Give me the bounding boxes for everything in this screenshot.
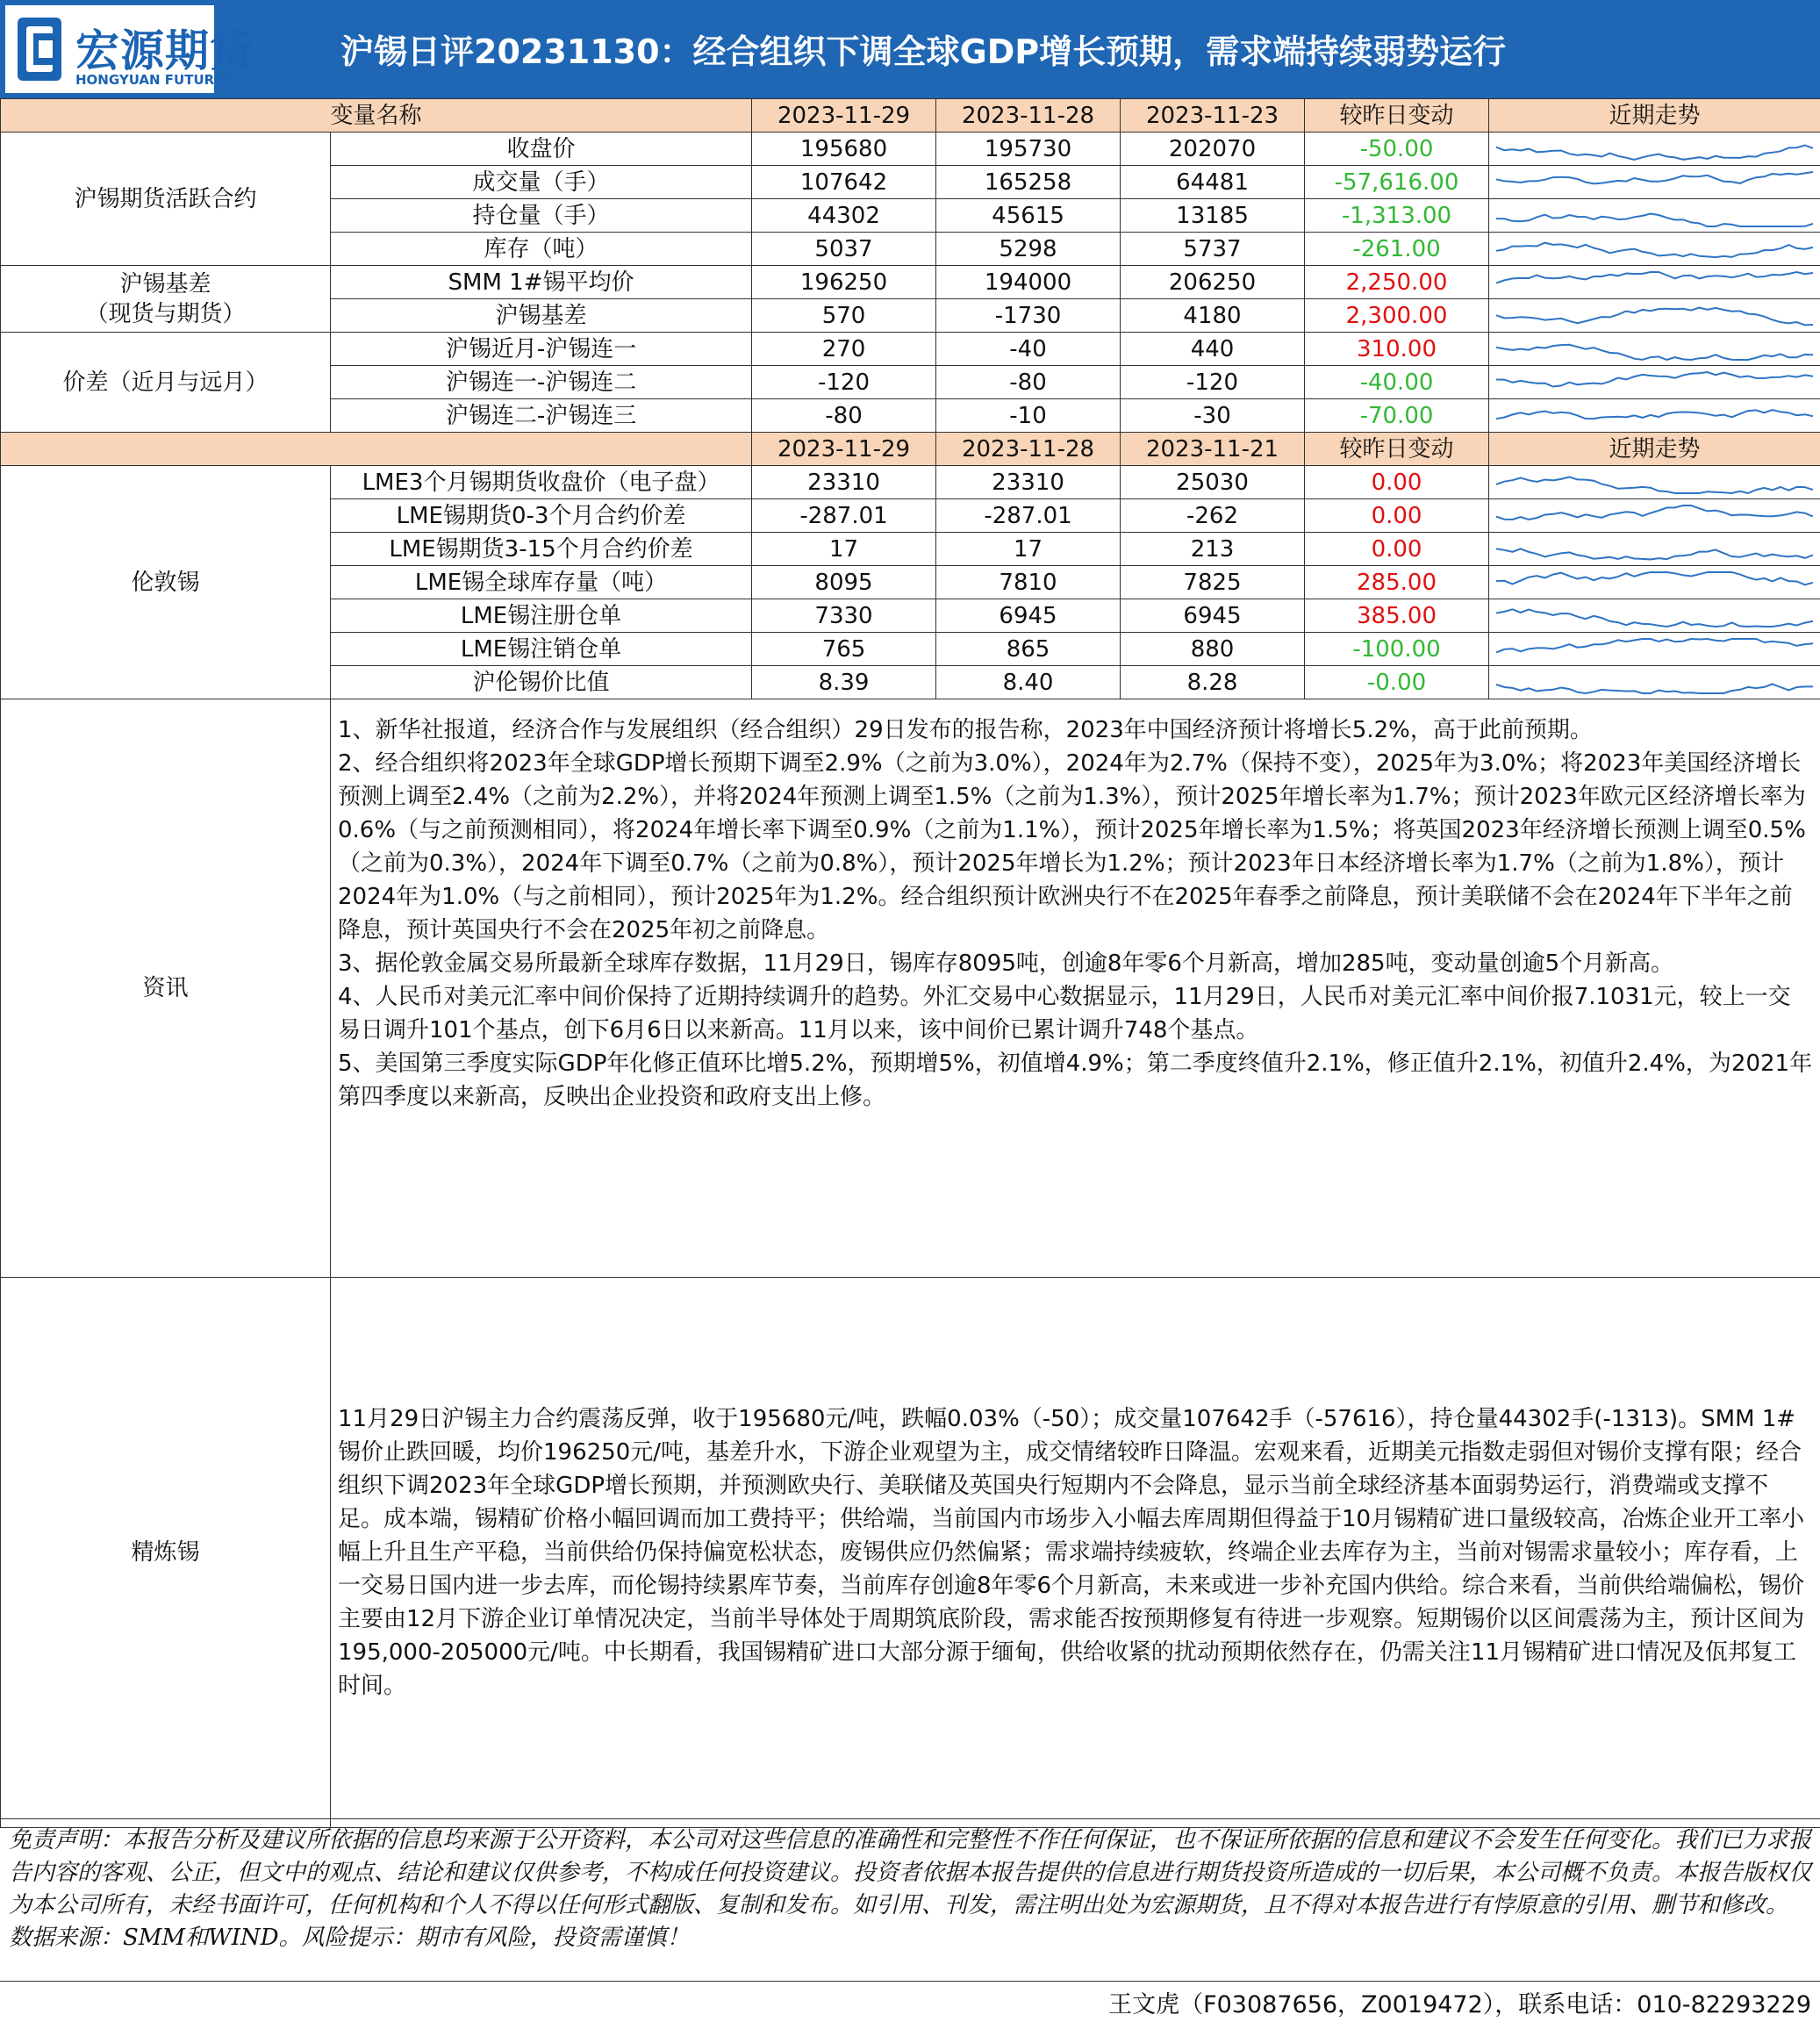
data-source-text: 数据来源：SMM和WIND。风险提示：期市有风险，投资需谨慎！ [9, 1925, 690, 1951]
row-label: 沪伦锡价比值 [331, 666, 752, 699]
header-change: 较昨日变动 [1305, 433, 1489, 466]
trend-cell [1489, 266, 1820, 299]
change-cell: 2,300.00 [1305, 299, 1489, 333]
value-cell: -30 [1121, 399, 1305, 433]
value-cell: 165258 [936, 166, 1121, 199]
trend-cell [1489, 299, 1820, 333]
value-cell: 8.40 [936, 666, 1121, 699]
logo-mark-icon [16, 14, 63, 84]
value-cell: -120 [1121, 366, 1305, 399]
sparkline-icon [1496, 668, 1813, 698]
value-cell: 206250 [1121, 266, 1305, 299]
value-cell: 17 [936, 533, 1121, 566]
sparkline-icon [1496, 568, 1813, 598]
trend-cell [1489, 499, 1820, 533]
change-cell: 385.00 [1305, 599, 1489, 633]
table-row [1, 333, 1820, 366]
row-label: SMM 1#锡平均价 [331, 266, 752, 299]
change-cell: -50.00 [1305, 133, 1489, 166]
value-cell: 195730 [936, 133, 1121, 166]
row-label: 沪锡连一-沪锡连二 [331, 366, 752, 399]
data-table [0, 98, 1820, 1828]
change-cell: -0.00 [1305, 666, 1489, 699]
trend-cell [1489, 666, 1820, 699]
sparkline-icon [1496, 635, 1813, 664]
change-cell: 0.00 [1305, 533, 1489, 566]
row-label: 沪锡连二-沪锡连三 [331, 399, 752, 433]
news-item: 3、据伦敦金属交易所最新全球库存数据，11月29日，锡库存8095吨，创逾8年零6个月新高，增加285吨，变动量创逾5个月新高。 [338, 950, 1674, 977]
sparkline-icon [1496, 601, 1813, 631]
sparkline-icon [1496, 534, 1813, 564]
header-date-1: 2023-11-29 [752, 433, 936, 466]
row-label: 沪锡基差 [331, 299, 752, 333]
value-cell: 25030 [1121, 466, 1305, 499]
row-label: LME锡注销仓单 [331, 633, 752, 666]
change-cell: 310.00 [1305, 333, 1489, 366]
change-cell: 285.00 [1305, 566, 1489, 599]
value-cell: 7825 [1121, 566, 1305, 599]
table-header-row [1, 99, 1820, 133]
refined-content [331, 1278, 1820, 1828]
page-title: 沪锡日评20231130：经合组织下调全球GDP增长预期，需求端持续弱势运行 [340, 32, 1507, 71]
news-section [1, 699, 1820, 1278]
value-cell: 6945 [1121, 599, 1305, 633]
group-label: 沪锡基差 （现货与期货） [1, 266, 331, 333]
logo [5, 5, 254, 93]
header-date-1: 2023-11-29 [752, 99, 936, 133]
table-row [1, 133, 1820, 166]
change-cell: -100.00 [1305, 633, 1489, 666]
sparkline-icon [1496, 134, 1813, 164]
change-cell: 0.00 [1305, 499, 1489, 533]
trend-cell [1489, 633, 1820, 666]
change-cell: -40.00 [1305, 366, 1489, 399]
change-cell: -57,616.00 [1305, 166, 1489, 199]
value-cell: 23310 [936, 466, 1121, 499]
trend-cell [1489, 399, 1820, 433]
header-trend: 近期走势 [1489, 99, 1820, 133]
change-cell: -70.00 [1305, 399, 1489, 433]
news-item: 2、经合组织将2023年全球GDP增长预期下调至2.9%（之前为3.0%），2024年为2.7%（保持不变），2025年为3.0%；将2023年美国经济增长预测上调至2.4%（之前为2.2%），并将2024年预测上调至1.5%（之前为1.3%），预计2025年增长率为1.7%；预计2023年欧元区经济增长率为0.6%（与之前预测相同），将2024年增长率下调至0.9%（之前为1.1%），预计2025年增长率为1.5%；将英国2023年经济增长预测上调至0.5%（之前为0.3%），2024年下调至0.7%（之前为0.8%），预计2025年增长为1.2%；预计2023年日本经济增长率为1.7%（之前为1.8%），预计2024年为1.0%（与之前相同），预计2025年为1.2%。经合组织预计欧洲央行不在2025年春季之前降息，预计美联储不会在2024年下半年之前降息，预计英国央行不会在2025年初之前降息。 [338, 750, 1806, 943]
sparkline-icon [1496, 301, 1813, 331]
table-header-row [1, 433, 1820, 466]
value-cell: 64481 [1121, 166, 1305, 199]
trend-cell [1489, 333, 1820, 366]
value-cell: 440 [1121, 333, 1305, 366]
trend-cell [1489, 366, 1820, 399]
value-cell: -1730 [936, 299, 1121, 333]
change-cell: 0.00 [1305, 466, 1489, 499]
sparkline-icon [1496, 201, 1813, 231]
sparkline-icon [1496, 234, 1813, 264]
header-date-3: 2023-11-23 [1121, 99, 1305, 133]
value-cell: -40 [936, 333, 1121, 366]
change-cell: -261.00 [1305, 233, 1489, 266]
value-cell: 195680 [752, 133, 936, 166]
trend-cell [1489, 566, 1820, 599]
sparkline-icon [1496, 501, 1813, 531]
disclaimer-text: 免责声明：本报告分析及建议所依据的信息均来源于公开资料，本公司对这些信息的准确性和完整性不作任何保证，也不保证所依据的信息和建议不会发生任何变化。我们已力求报告内容的客观、公正，但文中的观点、结论和建议仅供参考，不构成任何投资建议。投资者依据本报告提供的信息进行期货投资所造成的一切后果，本公司概不负责。本报告版权仅为本公司所有，未经书面许可，任何机构和个人不得以任何形式翻版、复制和发布。如引用、刊发，需注明出处为宏源期货，且不得对本报告进行有悖原意的引用、删节和修改。 [9, 1827, 1812, 1918]
header-change: 较昨日变动 [1305, 99, 1489, 133]
header-date-2: 2023-11-28 [936, 433, 1121, 466]
value-cell: -287.01 [936, 499, 1121, 533]
refined-label: 精炼锡 [1, 1278, 331, 1828]
header-trend: 近期走势 [1489, 433, 1820, 466]
change-cell: 2,250.00 [1305, 266, 1489, 299]
row-label: 沪锡近月-沪锡连一 [331, 333, 752, 366]
trend-cell [1489, 133, 1820, 166]
header-variable [1, 433, 752, 466]
disclaimer [0, 1818, 1820, 1982]
news-content [331, 699, 1820, 1278]
row-label: 库存（吨） [331, 233, 752, 266]
trend-cell [1489, 166, 1820, 199]
logo-text-en: HONGYUAN FUTURES [75, 72, 233, 88]
value-cell: 13185 [1121, 199, 1305, 233]
value-cell: 44302 [752, 199, 936, 233]
trend-cell [1489, 533, 1820, 566]
sparkline-icon [1496, 468, 1813, 498]
value-cell: 865 [936, 633, 1121, 666]
value-cell: 8.39 [752, 666, 936, 699]
header-date-3: 2023-11-21 [1121, 433, 1305, 466]
refined-text: 11月29日沪锡主力合约震荡反弹，收于195680元/吨，跌幅0.03%（-50）；成交量107642手（-57616），持仓量44302手(-1313)。SMM 1#锡价止跌回暖，均价196250元/吨，基差升水，下游企业观望为主，成交情绪较昨日降温。宏观来看，近期美元指数走弱但对锡价支撑有限；经合组织下调2023年全球GDP增长预期，并预测欧央行、美联储及英国央行短期内不会降息，显示当前全球经济基本面弱势运行，消费端或支撑不足。成本端，锡精矿价格小幅回调而加工费持平；供给端，当前国内市场步入小幅去库周期但得益于10月锡精矿进口量级较高，冶炼企业开工率小幅上升且生产平稳，当前供给仍保持偏宽松状态，废锡供应仍然偏紧；需求端持续疲软，终端企业去库存为主，当前对锡需求量较小；库存看，上一交易日国内进一步去库，而伦锡持续累库节奏，当前库存创逾8年零6个月新高，未来或进一步补充国内供给。综合来看，当前供给端偏松，锡价主要由12月下游企业订单情况决定，当前半导体处于周期筑底阶段，需求能否按预期修复有待进一步观察。短期锡价以区间震荡为主，预计区间为195,000-205000元/吨。中长期看，我国锡精矿进口大部分源于缅甸，供给收紧的扰动预期依然存在，仍需关注11月锡精矿进口情况及佤邦复工时间。 [338, 1406, 1805, 1699]
sparkline-icon [1496, 368, 1813, 398]
row-label: 成交量（手） [331, 166, 752, 199]
table-row [1, 266, 1820, 299]
value-cell: 880 [1121, 633, 1305, 666]
value-cell: -287.01 [752, 499, 936, 533]
value-cell: 6945 [936, 599, 1121, 633]
value-cell: 202070 [1121, 133, 1305, 166]
trend-cell [1489, 466, 1820, 499]
row-label: LME锡期货3-15个月合约价差 [331, 533, 752, 566]
header-date-2: 2023-11-28 [936, 99, 1121, 133]
group-label: 价差（近月与远月） [1, 333, 331, 433]
change-cell: -1,313.00 [1305, 199, 1489, 233]
trend-cell [1489, 233, 1820, 266]
report-header [0, 0, 1820, 98]
group-label: 伦敦锡 [1, 466, 331, 699]
value-cell: 23310 [752, 466, 936, 499]
logo-text-cn: 宏源期货 [75, 25, 254, 76]
group-label: 沪锡期货活跃合约 [1, 133, 331, 266]
value-cell: 213 [1121, 533, 1305, 566]
value-cell: 45615 [936, 199, 1121, 233]
value-cell: -80 [752, 399, 936, 433]
value-cell: 5737 [1121, 233, 1305, 266]
table-row [1, 466, 1820, 499]
value-cell: -80 [936, 366, 1121, 399]
news-item: 1、新华社报道，经济合作与发展组织（经合组织）29日发布的报告称，2023年中国经济预计将增长5.2%，高于此前预期。 [338, 717, 1593, 743]
row-label: 持仓量（手） [331, 199, 752, 233]
news-item: 4、人民币对美元汇率中间价保持了近期持续调升的趋势。外汇交易中心数据显示，11月29日，人民币对美元汇率中间价报7.1031元，较上一交易日调升101个基点，创下6月6日以来新高。11月以来，该中间价已累计调升748个基点。 [338, 984, 1791, 1043]
sparkline-icon [1496, 334, 1813, 364]
news-item: 5、美国第三季度实际GDP年化修正值环比增5.2%，预期增5%，初值增4.9%；第二季度终值升2.1%，修正值升2.1%，初值升2.4%，为2021年第四季度以来新高，反映出企业投资和政府支出上修。 [338, 1050, 1813, 1110]
sparkline-icon [1496, 268, 1813, 298]
sparkline-icon [1496, 168, 1813, 197]
value-cell: 8.28 [1121, 666, 1305, 699]
value-cell: 765 [752, 633, 936, 666]
row-label: LME锡期货0-3个月合约价差 [331, 499, 752, 533]
value-cell: 7810 [936, 566, 1121, 599]
value-cell: 270 [752, 333, 936, 366]
analyst-contact: 王文虎（F03087656，Z0019472），联系电话：010-82293229 [1108, 1991, 1811, 2018]
sparkline-icon [1496, 401, 1813, 431]
value-cell: 8095 [752, 566, 936, 599]
row-label: LME锡全球库存量（吨） [331, 566, 752, 599]
row-label: 收盘价 [331, 133, 752, 166]
refined-tin-section [1, 1278, 1820, 1828]
value-cell: 107642 [752, 166, 936, 199]
value-cell: -120 [752, 366, 936, 399]
value-cell: 5037 [752, 233, 936, 266]
news-label: 资讯 [1, 699, 331, 1278]
value-cell: 196250 [752, 266, 936, 299]
value-cell: 194000 [936, 266, 1121, 299]
value-cell: -262 [1121, 499, 1305, 533]
row-label: LME3个月锡期货收盘价（电子盘） [331, 466, 752, 499]
header-variable: 变量名称 [1, 99, 752, 133]
value-cell: 5298 [936, 233, 1121, 266]
value-cell: -10 [936, 399, 1121, 433]
value-cell: 4180 [1121, 299, 1305, 333]
row-label: LME锡注册仓单 [331, 599, 752, 633]
value-cell: 570 [752, 299, 936, 333]
trend-cell [1489, 199, 1820, 233]
value-cell: 17 [752, 533, 936, 566]
trend-cell [1489, 599, 1820, 633]
value-cell: 7330 [752, 599, 936, 633]
